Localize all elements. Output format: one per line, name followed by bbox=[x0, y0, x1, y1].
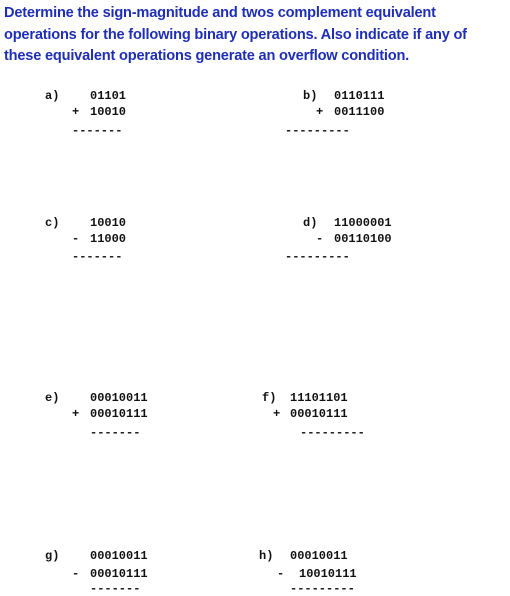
problem-d-top-operand: 11000001 bbox=[334, 216, 392, 230]
problem-f-operator: + bbox=[273, 407, 281, 421]
problem-a-bottom-operand: 10010 bbox=[90, 105, 127, 119]
problem-f-bottom-operand: 00010111 bbox=[290, 407, 348, 421]
problem-h-rule: --------- bbox=[290, 582, 355, 596]
problem-e-label: e) bbox=[45, 391, 60, 405]
problem-h-operator: - bbox=[277, 567, 285, 581]
problem-h-bottom-operand: 10010111 bbox=[299, 567, 357, 581]
problem-h-top-operand: 00010011 bbox=[290, 549, 348, 563]
problem-f-label: f) bbox=[262, 391, 277, 405]
problem-c-rule: ------- bbox=[72, 250, 123, 264]
problem-g-top-operand: 00010011 bbox=[90, 549, 148, 563]
problem-d-operator: - bbox=[316, 232, 324, 246]
problem-a-label: a) bbox=[45, 89, 60, 103]
problem-f-top-operand: 11101101 bbox=[290, 391, 348, 405]
problem-e-operator: + bbox=[72, 407, 80, 421]
problem-a-operator: + bbox=[72, 105, 80, 119]
problem-d-rule: --------- bbox=[285, 250, 350, 264]
problem-b-rule: --------- bbox=[285, 124, 350, 138]
instructions-heading bbox=[4, 3, 508, 68]
problem-d-bottom-operand: 00110100 bbox=[334, 232, 392, 246]
problem-g-bottom-operand: 00010111 bbox=[90, 567, 148, 581]
problem-b-label: b) bbox=[303, 89, 318, 103]
problem-a-top-operand: 01101 bbox=[90, 89, 127, 103]
heading-line-3: these equivalent operations generate an overflow condition. bbox=[4, 48, 410, 64]
problem-e-top-operand: 00010011 bbox=[90, 391, 148, 405]
heading-line-2: operations for the following binary operations. Also indicate if any of bbox=[4, 26, 467, 43]
problem-c-label: c) bbox=[45, 216, 60, 230]
problem-b-top-operand: 0110111 bbox=[334, 89, 385, 103]
problem-f-rule: --------- bbox=[300, 426, 365, 440]
problem-h-label: h) bbox=[259, 549, 274, 563]
problem-g-label: g) bbox=[45, 549, 60, 563]
problem-b-bottom-operand: 0011100 bbox=[334, 105, 385, 119]
problem-e-bottom-operand: 00010111 bbox=[90, 407, 148, 421]
problem-g-rule: ------- bbox=[90, 582, 141, 596]
problem-d-label: d) bbox=[303, 216, 318, 230]
problem-c-top-operand: 10010 bbox=[90, 216, 127, 230]
problem-c-operator: - bbox=[72, 232, 80, 246]
problem-b-operator: + bbox=[316, 105, 324, 119]
problem-a-rule: ------- bbox=[72, 124, 123, 138]
problem-e-rule: ------- bbox=[90, 426, 141, 440]
problem-c-bottom-operand: 11000 bbox=[90, 232, 127, 246]
heading-line-1: Determine the sign-magnitude and twos complement equivalent bbox=[4, 5, 436, 21]
problem-g-operator: - bbox=[72, 567, 80, 581]
